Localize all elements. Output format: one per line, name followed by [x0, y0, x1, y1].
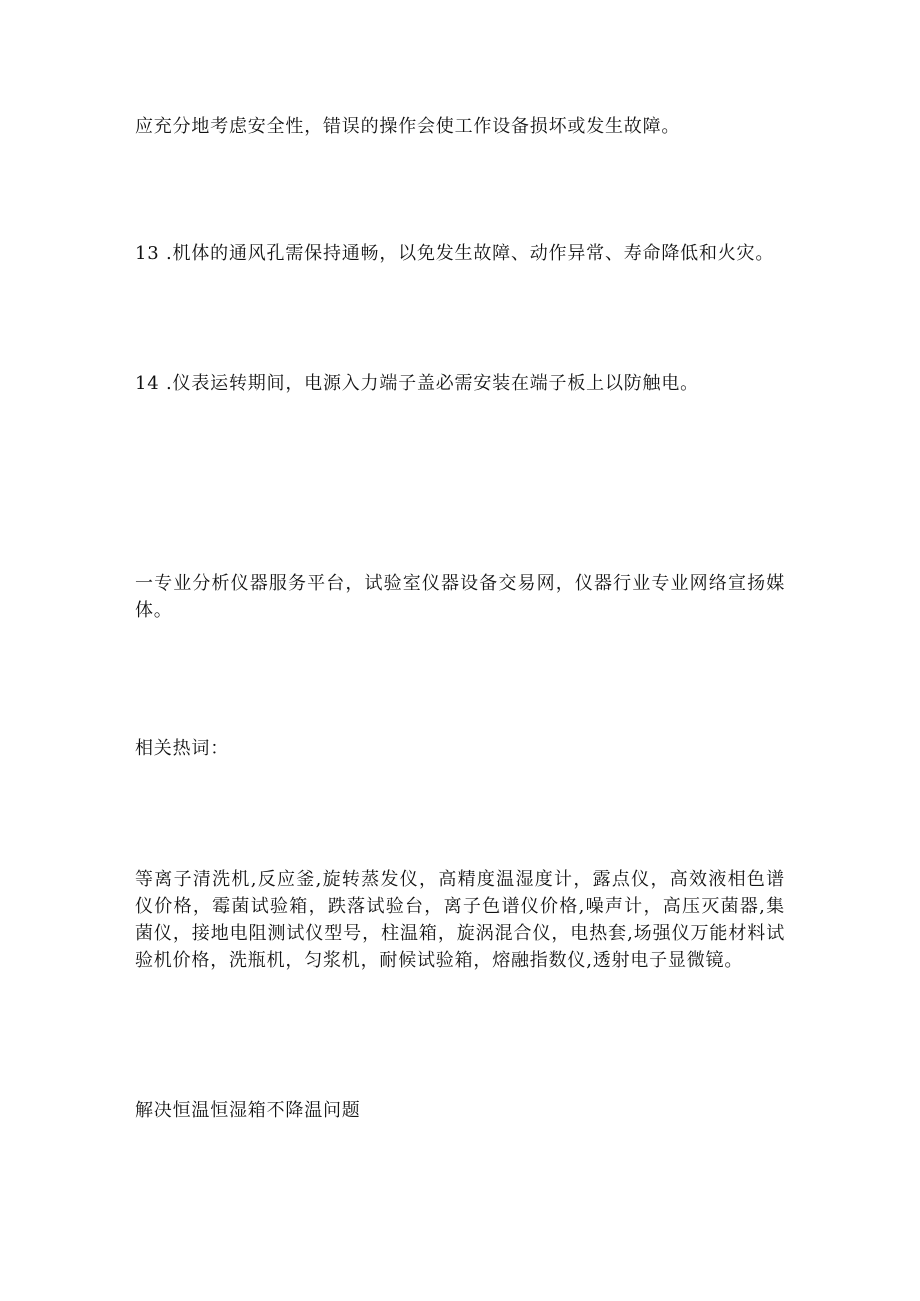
- item-14-paragraph: 14 .仪表运转期间，电源入力端子盖必需安装在端子板上以防触电。: [135, 373, 699, 394]
- item-13-paragraph: 13 .机体的通风孔需保持通畅，以免发生故障、动作异常、寿命降低和火灾。: [135, 243, 775, 264]
- related-keywords-heading: 相关热词：: [135, 738, 229, 759]
- article-title-link: 解决恒温恒湿箱不降温问题: [135, 1100, 361, 1121]
- platform-description-paragraph: 一专业分析仪器服务平台，试验室仪器设备交易网，仪器行业专业网络宣扬媒体。: [135, 573, 785, 621]
- safety-note-paragraph: 应充分地考虑安全性，错误的操作会使工作设备损坏或发生故障。: [135, 116, 681, 137]
- related-keywords-list: 等离子清洗机,反应釜,旋转蒸发仪，高精度温湿度计，露点仪，高效液相色谱仪价格，霉菌试验箱，跌落试验台，离子色谱仪价格,噪声计，高压灭菌器,集菌仪，接地电阻测试仪型号，柱温箱，旋涡混合仪，电热套,场强仪万能材料试验机价格，洗瓶机，匀浆机，耐候试验箱，熔融指数仪,透射电子显微镜。: [135, 869, 785, 971]
